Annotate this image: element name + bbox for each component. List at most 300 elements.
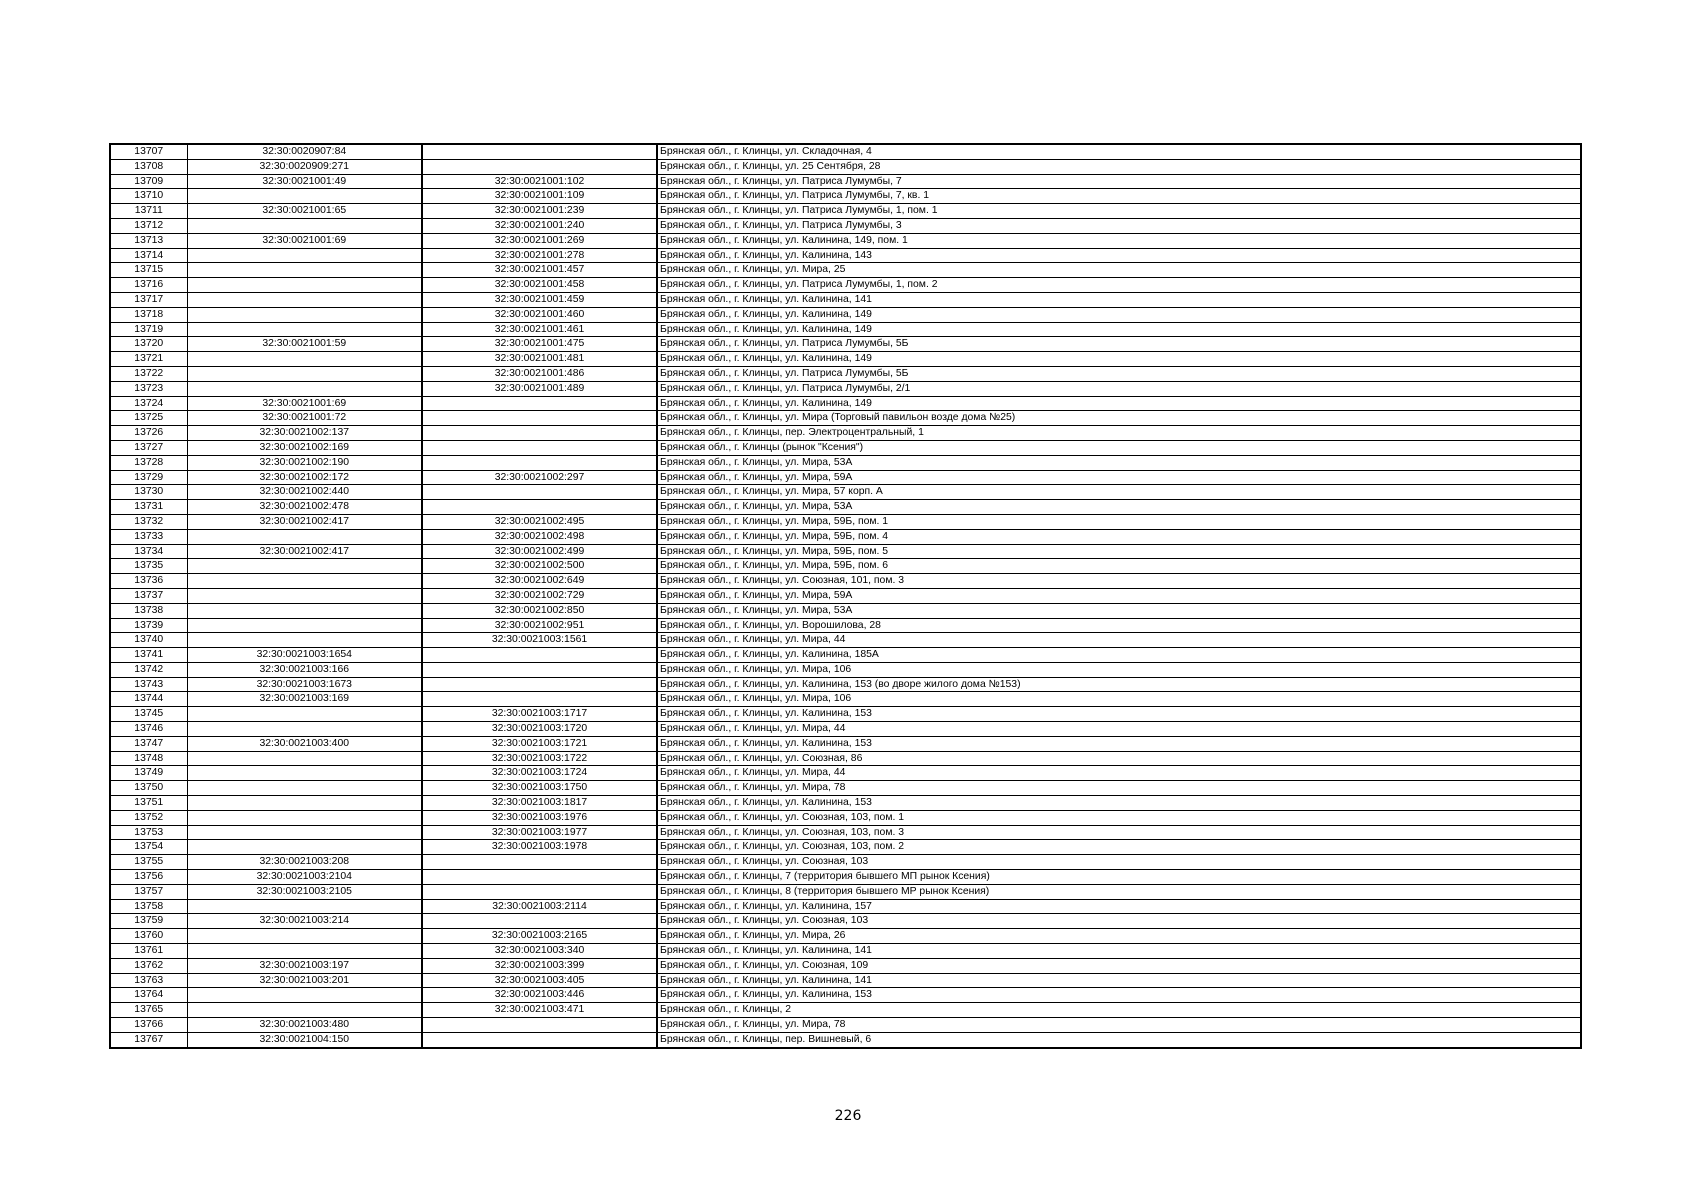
- address-cell: Брянская обл., г. Клинцы, ул. Мира, 59Б, пом. 4: [657, 529, 1581, 544]
- address-cell: Брянская обл., г. Клинцы, ул. Калинина, 153 (во дворе жилого дома №153): [657, 677, 1581, 692]
- table-row: [110, 618, 1581, 633]
- address-cell: Брянская обл., г. Клинцы, ул. Калинина, 153: [657, 736, 1581, 751]
- address-cell: Брянская обл., г. Клинцы, ул. Калинина, 141: [657, 944, 1581, 959]
- table-row: [110, 766, 1581, 781]
- object-cadastral-number-cell: [422, 426, 657, 441]
- address-cell: Брянская обл., г. Клинцы, ул. Мира, 44: [657, 722, 1581, 737]
- row-number-cell: 13715: [110, 263, 187, 278]
- row-number-cell: 13707: [110, 144, 187, 159]
- land-cadastral-number-cell: [187, 825, 422, 840]
- land-cadastral-number-cell: 32:30:0021001:65: [187, 204, 422, 219]
- object-cadastral-number-cell: 32:30:0021001:109: [422, 189, 657, 204]
- table-row: [110, 278, 1581, 293]
- table-row: [110, 988, 1581, 1003]
- land-cadastral-number-cell: 32:30:0021002:440: [187, 485, 422, 500]
- row-number-cell: 13754: [110, 840, 187, 855]
- address-cell: Брянская обл., г. Клинцы, ул. Патриса Лумумбы, 1, пом. 1: [657, 204, 1581, 219]
- object-cadastral-number-cell: [422, 440, 657, 455]
- object-cadastral-number-cell: 32:30:0021001:461: [422, 322, 657, 337]
- table-row: [110, 1003, 1581, 1018]
- row-number-cell: 13733: [110, 529, 187, 544]
- land-cadastral-number-cell: [187, 248, 422, 263]
- address-cell: Брянская обл., г. Клинцы, ул. Мира, 26: [657, 929, 1581, 944]
- row-number-cell: 13709: [110, 174, 187, 189]
- row-number-cell: 13738: [110, 603, 187, 618]
- object-cadastral-number-cell: 32:30:0021001:239: [422, 204, 657, 219]
- table-row: [110, 381, 1581, 396]
- address-cell: Брянская обл., г. Клинцы, ул. Калинина, 143: [657, 248, 1581, 263]
- land-cadastral-number-cell: [187, 529, 422, 544]
- row-number-cell: 13708: [110, 159, 187, 174]
- land-cadastral-number-cell: [187, 766, 422, 781]
- land-cadastral-number-cell: 32:30:0021003:480: [187, 1018, 422, 1033]
- object-cadastral-number-cell: 32:30:0021002:951: [422, 618, 657, 633]
- land-cadastral-number-cell: 32:30:0021003:214: [187, 914, 422, 929]
- object-cadastral-number-cell: 32:30:0021003:1750: [422, 781, 657, 796]
- table-row: [110, 559, 1581, 574]
- land-cadastral-number-cell: 32:30:0021002:169: [187, 440, 422, 455]
- object-cadastral-number-cell: 32:30:0021001:459: [422, 292, 657, 307]
- table-row: [110, 174, 1581, 189]
- object-cadastral-number-cell: 32:30:0021002:729: [422, 588, 657, 603]
- row-number-cell: 13750: [110, 781, 187, 796]
- address-cell: Брянская обл., г. Клинцы, ул. Мира, 106: [657, 662, 1581, 677]
- table-row: [110, 973, 1581, 988]
- address-cell: Брянская обл., г. Клинцы, ул. Мира, 106: [657, 692, 1581, 707]
- table-row: [110, 633, 1581, 648]
- row-number-cell: 13756: [110, 870, 187, 885]
- land-cadastral-number-cell: 32:30:0020907:84: [187, 144, 422, 159]
- object-cadastral-number-cell: [422, 455, 657, 470]
- address-cell: Брянская обл., г. Клинцы, ул. Мира (Торговый павильон возде дома №25): [657, 411, 1581, 426]
- land-cadastral-number-cell: 32:30:0021003:201: [187, 973, 422, 988]
- object-cadastral-number-cell: 32:30:0021001:278: [422, 248, 657, 263]
- row-number-cell: 13762: [110, 958, 187, 973]
- object-cadastral-number-cell: [422, 159, 657, 174]
- land-cadastral-number-cell: [187, 588, 422, 603]
- row-number-cell: 13764: [110, 988, 187, 1003]
- land-cadastral-number-cell: 32:30:0021003:1673: [187, 677, 422, 692]
- land-cadastral-number-cell: [187, 929, 422, 944]
- row-number-cell: 13763: [110, 973, 187, 988]
- address-cell: Брянская обл., г. Клинцы, ул. Патриса Лумумбы, 7, кв. 1: [657, 189, 1581, 204]
- object-cadastral-number-cell: [422, 648, 657, 663]
- address-cell: Брянская обл., г. Клинцы, ул. Калинина, 149: [657, 396, 1581, 411]
- table-row: [110, 914, 1581, 929]
- object-cadastral-number-cell: 32:30:0021003:1817: [422, 796, 657, 811]
- land-cadastral-number-cell: [187, 574, 422, 589]
- table-row: [110, 485, 1581, 500]
- row-number-cell: 13757: [110, 884, 187, 899]
- object-cadastral-number-cell: [422, 1018, 657, 1033]
- land-cadastral-number-cell: [187, 722, 422, 737]
- land-cadastral-number-cell: [187, 781, 422, 796]
- land-cadastral-number-cell: [187, 307, 422, 322]
- table-row: [110, 796, 1581, 811]
- land-cadastral-number-cell: 32:30:0021003:166: [187, 662, 422, 677]
- land-cadastral-number-cell: [187, 263, 422, 278]
- table-row: [110, 899, 1581, 914]
- row-number-cell: 13736: [110, 574, 187, 589]
- land-cadastral-number-cell: 32:30:0021001:72: [187, 411, 422, 426]
- table-row: [110, 426, 1581, 441]
- row-number-cell: 13721: [110, 352, 187, 367]
- row-number-cell: 13725: [110, 411, 187, 426]
- row-number-cell: 13728: [110, 455, 187, 470]
- table-row: [110, 736, 1581, 751]
- object-cadastral-number-cell: 32:30:0021003:471: [422, 1003, 657, 1018]
- table-row: [110, 144, 1581, 159]
- address-cell: Брянская обл., г. Клинцы, ул. Союзная, 103: [657, 855, 1581, 870]
- row-number-cell: 13740: [110, 633, 187, 648]
- object-cadastral-number-cell: [422, 662, 657, 677]
- land-cadastral-number-cell: [187, 988, 422, 1003]
- table-row: [110, 825, 1581, 840]
- object-cadastral-number-cell: 32:30:0021003:1724: [422, 766, 657, 781]
- row-number-cell: 13741: [110, 648, 187, 663]
- land-cadastral-number-cell: 32:30:0021004:150: [187, 1032, 422, 1047]
- row-number-cell: 13753: [110, 825, 187, 840]
- table-row: [110, 884, 1581, 899]
- table-row: [110, 204, 1581, 219]
- object-cadastral-number-cell: 32:30:0021002:499: [422, 544, 657, 559]
- table-row: [110, 781, 1581, 796]
- row-number-cell: 13735: [110, 559, 187, 574]
- land-cadastral-number-cell: 32:30:0021002:190: [187, 455, 422, 470]
- row-number-cell: 13760: [110, 929, 187, 944]
- table-row: [110, 233, 1581, 248]
- address-cell: Брянская обл., г. Клинцы, ул. Калинина, 141: [657, 292, 1581, 307]
- row-number-cell: 13747: [110, 736, 187, 751]
- object-cadastral-number-cell: [422, 870, 657, 885]
- land-cadastral-number-cell: [187, 633, 422, 648]
- address-cell: Брянская обл., г. Клинцы (рынок "Ксения"): [657, 440, 1581, 455]
- table-row: [110, 470, 1581, 485]
- row-number-cell: 13723: [110, 381, 187, 396]
- registry-table: [109, 143, 1582, 1049]
- object-cadastral-number-cell: 32:30:0021003:2165: [422, 929, 657, 944]
- table-row: [110, 1032, 1581, 1047]
- table-row: [110, 855, 1581, 870]
- row-number-cell: 13717: [110, 292, 187, 307]
- land-cadastral-number-cell: [187, 810, 422, 825]
- object-cadastral-number-cell: 32:30:0021003:1977: [422, 825, 657, 840]
- object-cadastral-number-cell: [422, 396, 657, 411]
- land-cadastral-number-cell: [187, 352, 422, 367]
- row-number-cell: 13759: [110, 914, 187, 929]
- address-cell: Брянская обл., г. Клинцы, 7 (территория бывшего МП рынок Ксения): [657, 870, 1581, 885]
- land-cadastral-number-cell: 32:30:0021002:417: [187, 514, 422, 529]
- address-cell: Брянская обл., г. Клинцы, ул. Патриса Лумумбы, 7: [657, 174, 1581, 189]
- address-cell: Брянская обл., г. Клинцы, ул. Калинина, 153: [657, 796, 1581, 811]
- table-row: [110, 929, 1581, 944]
- table-row: [110, 455, 1581, 470]
- row-number-cell: 13712: [110, 218, 187, 233]
- table-row: [110, 692, 1581, 707]
- address-cell: Брянская обл., г. Клинцы, ул. Союзная, 103, пом. 1: [657, 810, 1581, 825]
- object-cadastral-number-cell: [422, 485, 657, 500]
- table-row: [110, 396, 1581, 411]
- object-cadastral-number-cell: 32:30:0021001:269: [422, 233, 657, 248]
- land-cadastral-number-cell: 32:30:0021003:2105: [187, 884, 422, 899]
- table-row: [110, 218, 1581, 233]
- object-cadastral-number-cell: 32:30:0021002:850: [422, 603, 657, 618]
- row-number-cell: 13732: [110, 514, 187, 529]
- address-cell: Брянская обл., г. Клинцы, ул. Союзная, 86: [657, 751, 1581, 766]
- address-cell: Брянская обл., г. Клинцы, ул. Калинина, 141: [657, 973, 1581, 988]
- land-cadastral-number-cell: [187, 366, 422, 381]
- land-cadastral-number-cell: 32:30:0021003:2104: [187, 870, 422, 885]
- table-row: [110, 366, 1581, 381]
- land-cadastral-number-cell: 32:30:0021002:172: [187, 470, 422, 485]
- table-row: [110, 411, 1581, 426]
- address-cell: Брянская обл., г. Клинцы, ул. Складочная, 4: [657, 144, 1581, 159]
- land-cadastral-number-cell: 32:30:0020909:271: [187, 159, 422, 174]
- land-cadastral-number-cell: [187, 189, 422, 204]
- table-row: [110, 707, 1581, 722]
- address-cell: Брянская обл., г. Клинцы, ул. Мира, 57 корп. А: [657, 485, 1581, 500]
- row-number-cell: 13737: [110, 588, 187, 603]
- address-cell: Брянская обл., г. Клинцы, ул. Мира, 59А: [657, 588, 1581, 603]
- object-cadastral-number-cell: 32:30:0021001:240: [422, 218, 657, 233]
- table-row: [110, 944, 1581, 959]
- table-row: [110, 307, 1581, 322]
- land-cadastral-number-cell: [187, 899, 422, 914]
- land-cadastral-number-cell: 32:30:0021003:197: [187, 958, 422, 973]
- address-cell: Брянская обл., г. Клинцы, ул. Калинина, 157: [657, 899, 1581, 914]
- object-cadastral-number-cell: [422, 855, 657, 870]
- land-cadastral-number-cell: [187, 1003, 422, 1018]
- row-number-cell: 13716: [110, 278, 187, 293]
- table-row: [110, 722, 1581, 737]
- registry-table-body: [110, 144, 1581, 1048]
- address-cell: Брянская обл., г. Клинцы, ул. Мира, 44: [657, 766, 1581, 781]
- object-cadastral-number-cell: 32:30:0021001:460: [422, 307, 657, 322]
- table-row: [110, 603, 1581, 618]
- table-row: [110, 248, 1581, 263]
- page-number: 226: [834, 1108, 862, 1124]
- object-cadastral-number-cell: 32:30:0021003:446: [422, 988, 657, 1003]
- address-cell: Брянская обл., г. Клинцы, 2: [657, 1003, 1581, 1018]
- table-row: [110, 588, 1581, 603]
- address-cell: Брянская обл., г. Клинцы, ул. Мира, 59Б, пом. 1: [657, 514, 1581, 529]
- land-cadastral-number-cell: 32:30:0021002:417: [187, 544, 422, 559]
- land-cadastral-number-cell: [187, 796, 422, 811]
- object-cadastral-number-cell: 32:30:0021001:458: [422, 278, 657, 293]
- object-cadastral-number-cell: 32:30:0021003:399: [422, 958, 657, 973]
- land-cadastral-number-cell: 32:30:0021001:49: [187, 174, 422, 189]
- land-cadastral-number-cell: [187, 944, 422, 959]
- address-cell: Брянская обл., г. Клинцы, ул. Патриса Лумумбы, 5Б: [657, 337, 1581, 352]
- row-number-cell: 13710: [110, 189, 187, 204]
- row-number-cell: 13730: [110, 485, 187, 500]
- object-cadastral-number-cell: 32:30:0021001:102: [422, 174, 657, 189]
- object-cadastral-number-cell: 32:30:0021003:1976: [422, 810, 657, 825]
- row-number-cell: 13713: [110, 233, 187, 248]
- land-cadastral-number-cell: [187, 840, 422, 855]
- address-cell: Брянская обл., г. Клинцы, ул. Союзная, 103: [657, 914, 1581, 929]
- land-cadastral-number-cell: [187, 707, 422, 722]
- row-number-cell: 13758: [110, 899, 187, 914]
- address-cell: Брянская обл., г. Клинцы, ул. Патриса Лумумбы, 5Б: [657, 366, 1581, 381]
- row-number-cell: 13745: [110, 707, 187, 722]
- address-cell: Брянская обл., г. Клинцы, ул. Ворошилова, 28: [657, 618, 1581, 633]
- table-row: [110, 292, 1581, 307]
- table-row: [110, 662, 1581, 677]
- land-cadastral-number-cell: 32:30:0021001:69: [187, 396, 422, 411]
- row-number-cell: 13739: [110, 618, 187, 633]
- object-cadastral-number-cell: 32:30:0021001:486: [422, 366, 657, 381]
- address-cell: Брянская обл., г. Клинцы, ул. Калинина, 149, пом. 1: [657, 233, 1581, 248]
- object-cadastral-number-cell: 32:30:0021003:2114: [422, 899, 657, 914]
- address-cell: Брянская обл., г. Клинцы, ул. Союзная, 101, пом. 3: [657, 574, 1581, 589]
- object-cadastral-number-cell: [422, 500, 657, 515]
- address-cell: Брянская обл., г. Клинцы, пер. Вишневый, 6: [657, 1032, 1581, 1047]
- row-number-cell: 13729: [110, 470, 187, 485]
- row-number-cell: 13751: [110, 796, 187, 811]
- address-cell: Брянская обл., г. Клинцы, ул. Патриса Лумумбы, 2/1: [657, 381, 1581, 396]
- land-cadastral-number-cell: 32:30:0021002:137: [187, 426, 422, 441]
- object-cadastral-number-cell: [422, 411, 657, 426]
- table-row: [110, 870, 1581, 885]
- address-cell: Брянская обл., г. Клинцы, 8 (территория бывшего МР рынок Ксения): [657, 884, 1581, 899]
- table-row: [110, 322, 1581, 337]
- land-cadastral-number-cell: [187, 751, 422, 766]
- row-number-cell: 13718: [110, 307, 187, 322]
- row-number-cell: 13765: [110, 1003, 187, 1018]
- row-number-cell: 13731: [110, 500, 187, 515]
- table-row: [110, 189, 1581, 204]
- row-number-cell: 13761: [110, 944, 187, 959]
- address-cell: Брянская обл., г. Клинцы, ул. Калинина, 149: [657, 322, 1581, 337]
- address-cell: Брянская обл., г. Клинцы, ул. Мира, 53А: [657, 500, 1581, 515]
- table-row: [110, 263, 1581, 278]
- object-cadastral-number-cell: 32:30:0021003:340: [422, 944, 657, 959]
- row-number-cell: 13727: [110, 440, 187, 455]
- address-cell: Брянская обл., г. Клинцы, ул. Мира, 53А: [657, 455, 1581, 470]
- object-cadastral-number-cell: 32:30:0021002:649: [422, 574, 657, 589]
- address-cell: Брянская обл., г. Клинцы, ул. Калинина, 153: [657, 707, 1581, 722]
- address-cell: Брянская обл., г. Клинцы, пер. Электроцентральный, 1: [657, 426, 1581, 441]
- land-cadastral-number-cell: 32:30:0021001:69: [187, 233, 422, 248]
- row-number-cell: 13714: [110, 248, 187, 263]
- object-cadastral-number-cell: 32:30:0021002:297: [422, 470, 657, 485]
- object-cadastral-number-cell: 32:30:0021003:1561: [422, 633, 657, 648]
- object-cadastral-number-cell: 32:30:0021001:457: [422, 263, 657, 278]
- object-cadastral-number-cell: 32:30:0021001:481: [422, 352, 657, 367]
- table-row: [110, 840, 1581, 855]
- object-cadastral-number-cell: 32:30:0021003:1717: [422, 707, 657, 722]
- address-cell: Брянская обл., г. Клинцы, ул. Калинина, 153: [657, 988, 1581, 1003]
- object-cadastral-number-cell: 32:30:0021003:1720: [422, 722, 657, 737]
- address-cell: Брянская обл., г. Клинцы, ул. Союзная, 109: [657, 958, 1581, 973]
- table-row: [110, 529, 1581, 544]
- land-cadastral-number-cell: [187, 322, 422, 337]
- row-number-cell: 13719: [110, 322, 187, 337]
- row-number-cell: 13711: [110, 204, 187, 219]
- land-cadastral-number-cell: [187, 292, 422, 307]
- row-number-cell: 13755: [110, 855, 187, 870]
- row-number-cell: 13742: [110, 662, 187, 677]
- land-cadastral-number-cell: 32:30:0021003:1654: [187, 648, 422, 663]
- object-cadastral-number-cell: [422, 144, 657, 159]
- address-cell: Брянская обл., г. Клинцы, ул. Мира, 59Б, пом. 6: [657, 559, 1581, 574]
- row-number-cell: 13767: [110, 1032, 187, 1047]
- table-row: [110, 159, 1581, 174]
- object-cadastral-number-cell: [422, 914, 657, 929]
- land-cadastral-number-cell: [187, 278, 422, 293]
- row-number-cell: 13734: [110, 544, 187, 559]
- address-cell: Брянская обл., г. Клинцы, ул. Мира, 78: [657, 781, 1581, 796]
- table-row: [110, 958, 1581, 973]
- address-cell: Брянская обл., г. Клинцы, ул. Калинина, 149: [657, 352, 1581, 367]
- address-cell: Брянская обл., г. Клинцы, ул. Мира, 25: [657, 263, 1581, 278]
- row-number-cell: 13749: [110, 766, 187, 781]
- address-cell: Брянская обл., г. Клинцы, ул. 25 Сентября, 28: [657, 159, 1581, 174]
- object-cadastral-number-cell: 32:30:0021002:495: [422, 514, 657, 529]
- object-cadastral-number-cell: [422, 1032, 657, 1047]
- table-row: [110, 574, 1581, 589]
- table-row: [110, 648, 1581, 663]
- table-row: [110, 1018, 1581, 1033]
- table-row: [110, 677, 1581, 692]
- address-cell: Брянская обл., г. Клинцы, ул. Мира, 53А: [657, 603, 1581, 618]
- table-row: [110, 544, 1581, 559]
- object-cadastral-number-cell: 32:30:0021003:1722: [422, 751, 657, 766]
- row-number-cell: 13722: [110, 366, 187, 381]
- table-row: [110, 810, 1581, 825]
- row-number-cell: 13743: [110, 677, 187, 692]
- row-number-cell: 13726: [110, 426, 187, 441]
- address-cell: Брянская обл., г. Клинцы, ул. Мира, 78: [657, 1018, 1581, 1033]
- land-cadastral-number-cell: [187, 381, 422, 396]
- table-row: [110, 440, 1581, 455]
- land-cadastral-number-cell: [187, 218, 422, 233]
- land-cadastral-number-cell: 32:30:0021003:169: [187, 692, 422, 707]
- address-cell: Брянская обл., г. Клинцы, ул. Патриса Лумумбы, 3: [657, 218, 1581, 233]
- row-number-cell: 13724: [110, 396, 187, 411]
- address-cell: Брянская обл., г. Клинцы, ул. Мира, 59А: [657, 470, 1581, 485]
- address-cell: Брянская обл., г. Клинцы, ул. Мира, 44: [657, 633, 1581, 648]
- object-cadastral-number-cell: 32:30:0021003:1721: [422, 736, 657, 751]
- object-cadastral-number-cell: 32:30:0021001:489: [422, 381, 657, 396]
- object-cadastral-number-cell: [422, 884, 657, 899]
- row-number-cell: 13746: [110, 722, 187, 737]
- table-row: [110, 751, 1581, 766]
- land-cadastral-number-cell: [187, 603, 422, 618]
- object-cadastral-number-cell: 32:30:0021003:405: [422, 973, 657, 988]
- row-number-cell: 13720: [110, 337, 187, 352]
- land-cadastral-number-cell: [187, 559, 422, 574]
- object-cadastral-number-cell: 32:30:0021002:500: [422, 559, 657, 574]
- address-cell: Брянская обл., г. Клинцы, ул. Калинина, 149: [657, 307, 1581, 322]
- object-cadastral-number-cell: 32:30:0021003:1978: [422, 840, 657, 855]
- row-number-cell: 13748: [110, 751, 187, 766]
- address-cell: Брянская обл., г. Клинцы, ул. Мира, 59Б, пом. 5: [657, 544, 1581, 559]
- object-cadastral-number-cell: [422, 677, 657, 692]
- table-row: [110, 500, 1581, 515]
- table-row: [110, 352, 1581, 367]
- row-number-cell: 13752: [110, 810, 187, 825]
- row-number-cell: 13766: [110, 1018, 187, 1033]
- table-row: [110, 514, 1581, 529]
- land-cadastral-number-cell: 32:30:0021003:208: [187, 855, 422, 870]
- row-number-cell: 13744: [110, 692, 187, 707]
- object-cadastral-number-cell: 32:30:0021001:475: [422, 337, 657, 352]
- land-cadastral-number-cell: 32:30:0021002:478: [187, 500, 422, 515]
- land-cadastral-number-cell: 32:30:0021003:400: [187, 736, 422, 751]
- land-cadastral-number-cell: [187, 618, 422, 633]
